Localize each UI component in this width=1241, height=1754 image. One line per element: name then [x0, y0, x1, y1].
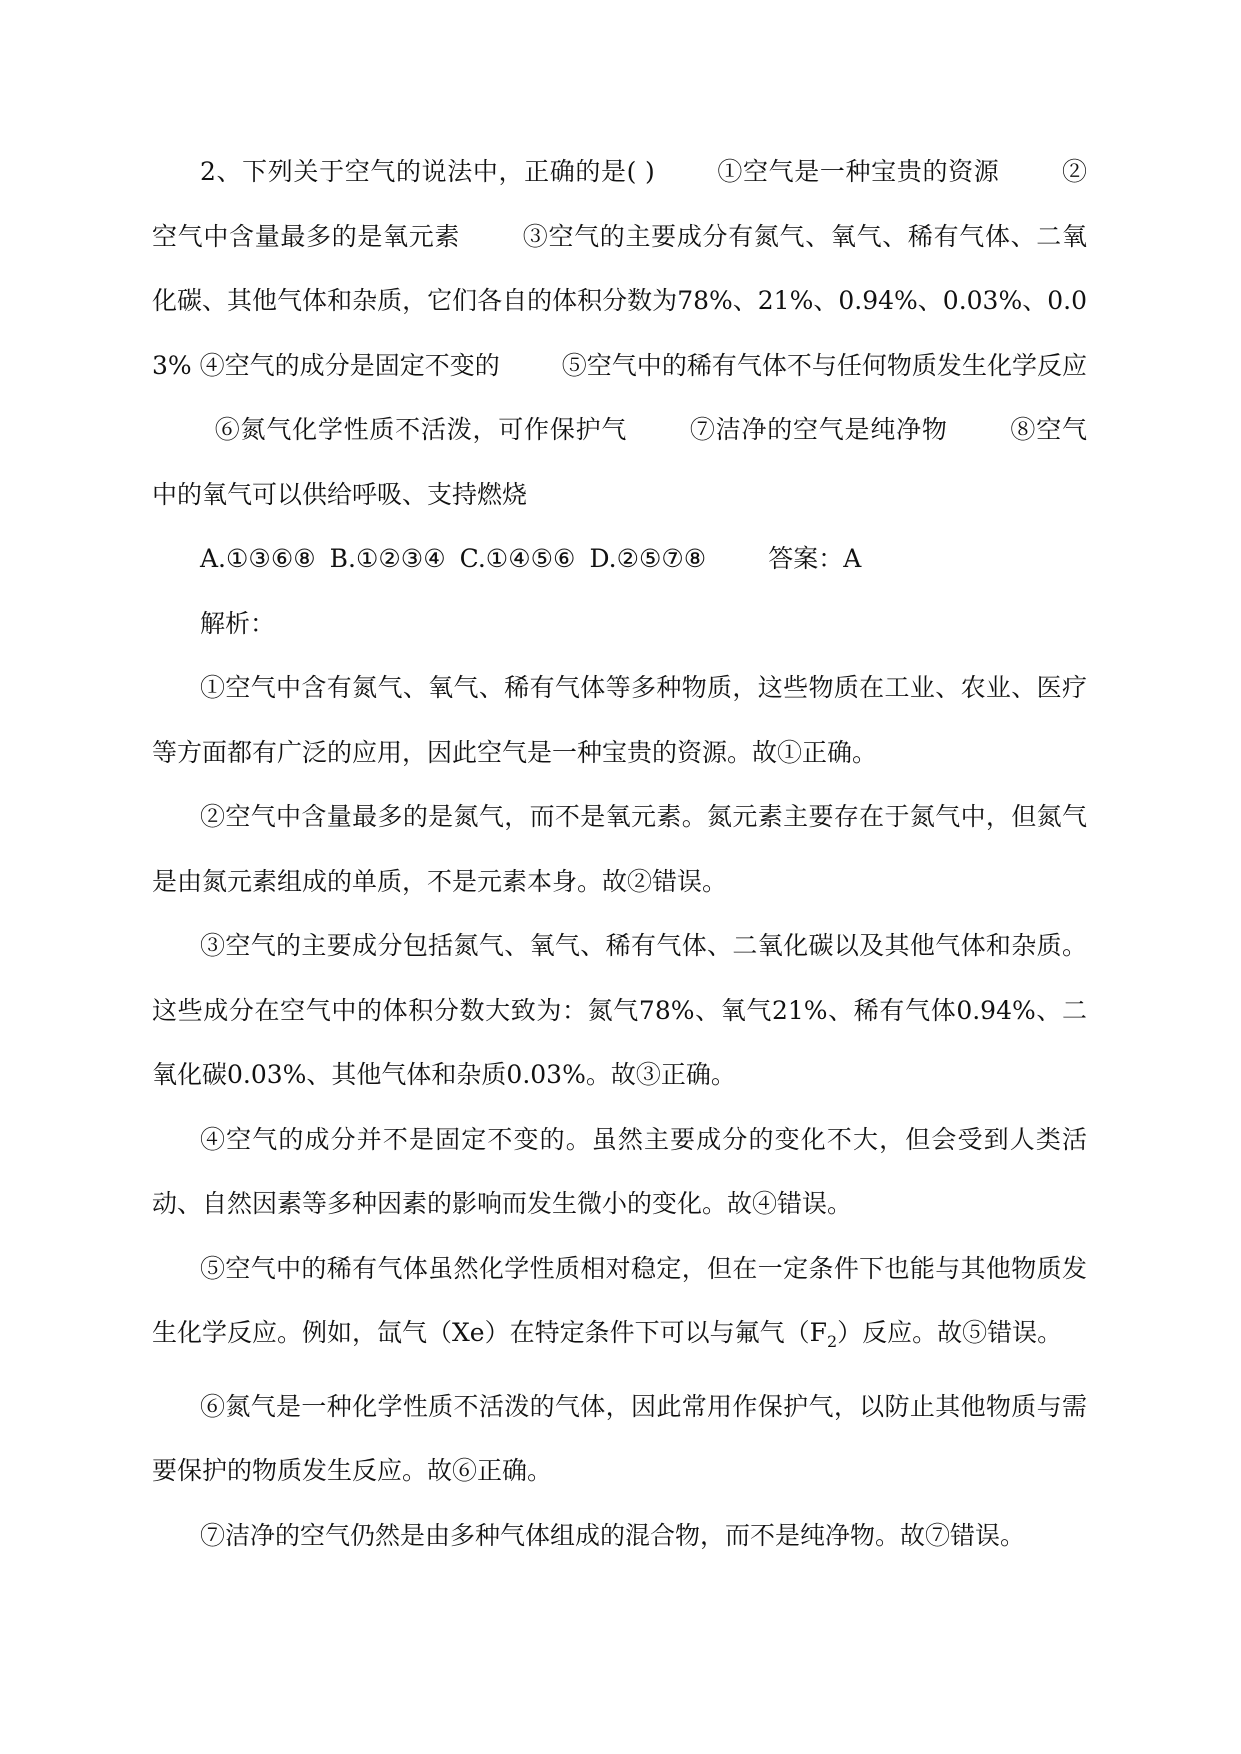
option-d: D.②⑤⑦⑧ — [589, 544, 707, 573]
analysis-item-3: ③空气的主要成分包括氮气、氧气、稀有气体、二氧化碳以及其他气体和杂质。这些成分在空气中的体积分数大致为：氮气78%、氧气21%、稀有气体0.94%、二氧化碳0.03%、其他气体和杂质0.03%。故③正确。 — [152, 931, 1087, 1089]
statement-8: ⑧空气中的氧气可以供给呼吸、支持燃烧 — [152, 415, 1087, 509]
analysis-item-6: ⑥氮气是一种化学性质不活泼的气体，因此常用作保护气，以防止其他物质与需要保护的物质发生反应。故⑥正确。 — [152, 1391, 1087, 1485]
question-paragraph — [152, 140, 1087, 527]
question-stem: 2、下列关于空气的说法中，正确的是( ) — [200, 157, 655, 186]
fluorine-subscript: 2 — [826, 1332, 838, 1351]
analysis-item-2: ②空气中含量最多的是氮气，而不是氧元素。氮元素主要存在于氮气中，但氮气是由氮元素组成的单质，不是元素本身。故②错误。 — [152, 802, 1087, 896]
statement-2: ②空气中含量最多的是氧元素 — [152, 157, 1087, 251]
statement-4: ④空气的成分是固定不变的 — [199, 350, 500, 380]
option-c: C.①④⑤⑥ — [459, 544, 576, 573]
analysis-item-5-text: ⑤空气中的稀有气体虽然化学性质相对稳定，但在一定条件下也能与其他物质发生化学反应。例如，氙气（Xe）在特定条件下可以与氟气（F — [152, 1253, 1087, 1347]
analysis-heading: 解析： — [200, 608, 276, 638]
statement-3: ③空气的主要成分有氮气、氧气、稀有气体、二氧化碳、其他气体和杂质，它们各自的体积分数为78%、21%、0.94%、0.03%、0.03% — [152, 221, 1087, 380]
document-page — [152, 140, 1087, 1568]
statement-7: ⑦洁净的空气是纯净物 — [689, 415, 948, 444]
statement-5: ⑤空气中的稀有气体不与任何物质发生化学反应 — [561, 350, 1087, 380]
analysis-item-5-end: ）反应。故⑤错误。 — [837, 1318, 1063, 1347]
statement-6: ⑥氮气化学性质不活泼，可作保护气 — [214, 415, 628, 444]
analysis-item-5 — [152, 1237, 1087, 1375]
statement-1: ①空气是一种宝贵的资源 — [716, 157, 1000, 186]
options-line — [152, 527, 1087, 592]
analysis-item-4: ④空气的成分并不是固定不变的。虽然主要成分的变化不大，但会受到人类活动、自然因素等多种因素的影响而发生微小的变化。故④错误。 — [152, 1124, 1087, 1218]
answer-text: 答案：A — [768, 544, 862, 573]
analysis-item-1: ①空气中含有氮气、氧气、稀有气体等多种物质，这些物质在工业、农业、医疗等方面都有广泛的应用，因此空气是一种宝贵的资源。故①正确。 — [152, 673, 1087, 767]
option-b: B.①②③④ — [329, 544, 446, 573]
option-a: A.①③⑥⑧ — [200, 544, 316, 573]
analysis-item-7: ⑦洁净的空气仍然是由多种气体组成的混合物，而不是纯净物。故⑦错误。 — [200, 1520, 1026, 1550]
